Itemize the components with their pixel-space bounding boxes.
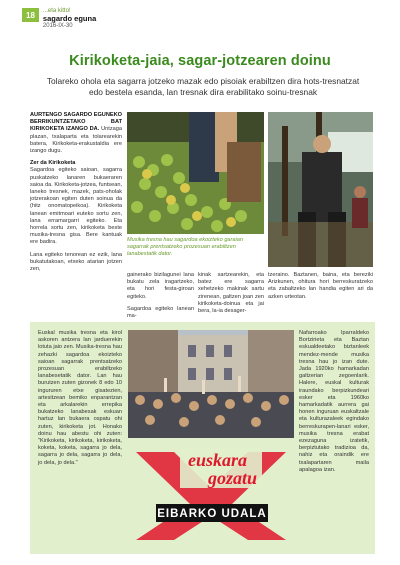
column-3-paragraph-1: kinak sartzearekin, eta batez ere sagarra xehetzeko makinak sartu zirenean, galtzen joan zen kirikoketa-doinua eta jai bera, la-ia desager- [198, 272, 264, 315]
apples-photo [127, 112, 264, 234]
article-subhead: Zer da Kirikoketa [30, 160, 76, 167]
box-column-3: Nafarroako Iparraldeko Bortzirieta eta Baztan eskualdeetako biztanleek mendez-mende musika tresna hau jo izan dute. Jada 1920ko hamarkadan galtzerian zegoenlarik. Halere, euskal kulturak iraundako berpizkundeari esker eta 1960ko hamarkadatik aurrera gai honen inguruan euskaltzale eta kulturazaleek egindako berreskurapen-lanari esker, musika tresna erabat ezezaguna izatetik, berpiztutako tradizioa da, nahiz eta oraindik ere txalapartaren maila apalagoa izan. [299, 330, 369, 473]
apples-photo-illustration [127, 112, 264, 234]
column-1-paragraph-1: Sagardoa egiteko saioan, sagarra puskatzeko lanaren bukaeraren saioa da. Kirikoketa-jotzea, funtsean, laneko tresnek, mazek, pats-oholak jotzerakoan egiten duten soinua da (hitz onomatopeikoa). Kirikoketa lanean emitmoari euteko sortu zen, lana erramargarri egiteko. Eta horrela sortu zen, kirikoketa beste musika-tresna gisa. Bere kantuak ere badira. [30, 167, 122, 246]
euskara-gozatu-logo [128, 444, 294, 544]
men-pounding-photo-illustration [268, 112, 373, 267]
photo-caption: Musika tresna hau sagardoa ekoizteko garaian sagarrak prentsatzeko prozesuan erabiltzen lanabestatik dator. [127, 237, 243, 257]
article-subtitle: Tolareko ohola eta sagarra jotzeko mazak edo pisoiak erabiltzen dira hots-tresnatzat edo bestela esanda, lan tresnak dira erabilitako soinu-tresnak [46, 76, 360, 97]
page-header [22, 8, 96, 30]
article-lede: AURTENGO SAGARDO EGUNEKO BERRIKUNTZETAKO BAT KIRIKOKETA IZANGO DA. [30, 112, 122, 133]
column-1-paragraph-2: Lana egiteko tenorean ez ezik, lana bukatutakoan, etxeko atarian jotzen zen, [30, 251, 122, 273]
article-lede-rest: Untzaga plazan, txalaparta eta tolarearekin batera, Kirikoketa-erakustaldia ere izango dugu. [30, 126, 122, 155]
column-3 [198, 272, 264, 320]
header-text [43, 8, 96, 30]
logo-line-1: euskara [188, 450, 248, 470]
column-1 [30, 112, 122, 278]
logo-band-text: EIBARKO UDALA [157, 508, 267, 520]
crowd-photo-illustration [128, 330, 294, 438]
header-kicker: ...eta kitto! [42, 8, 71, 14]
column-2-paragraph-2: Sagardoa egiteko lanean ma- [127, 305, 194, 320]
header-section: sagardo eguna [42, 14, 97, 23]
column-2 [127, 272, 194, 325]
article-title: Kirikoketa-jaia, sagar-jotzearen doinu [69, 53, 331, 69]
header-date: 2016-IX-30 [42, 23, 73, 29]
sidebar-box [30, 322, 375, 554]
column-2-paragraph-1: gainerako bizilagunei lana bukatu zela iragartzeko, eta hori festa-giroan egiteko. [127, 272, 194, 300]
column-4-paragraph-1: tzeraino. Baztanen, baina, eta bereziki Arizkunen, ohitura hori berreskuratzeko eta zabaltzeko lan handia egiten ari da azken urteotan. [268, 272, 373, 300]
men-pounding-photo [268, 112, 373, 267]
column-4 [268, 272, 373, 306]
box-column-1: Euskal musika tresna eta kirol askoren antzera lan jarduerekin lotuta jaio zen. Musika-tresna hau zehazki sagardoa ekoizteko saioan sagarrak prentsatzeko prozesuan erabiltzeko lanabesetatik dator. Lan hau burutzen zuten gizonek 8 edo 10 ingururen etxe gisatezien, artesitzean bemiko enparantzan eta arkalarekin errepika bukatzeko lanabesak eskuan hartuz lan bukaera ospatu ohi zuten, kirikoketa jot. Honako doinu hau abestu ohi zuten: "Kirikoketa, kirikoketa, kirikoketa, koketa, koketa, sagarra jo dela, sagarra jo dela, sagarra jo dela, jo dela, jo dela." [38, 330, 122, 466]
page-number: 18 [22, 8, 39, 22]
logo-line-2: gozatu [208, 468, 258, 488]
crowd-photo [128, 330, 294, 438]
